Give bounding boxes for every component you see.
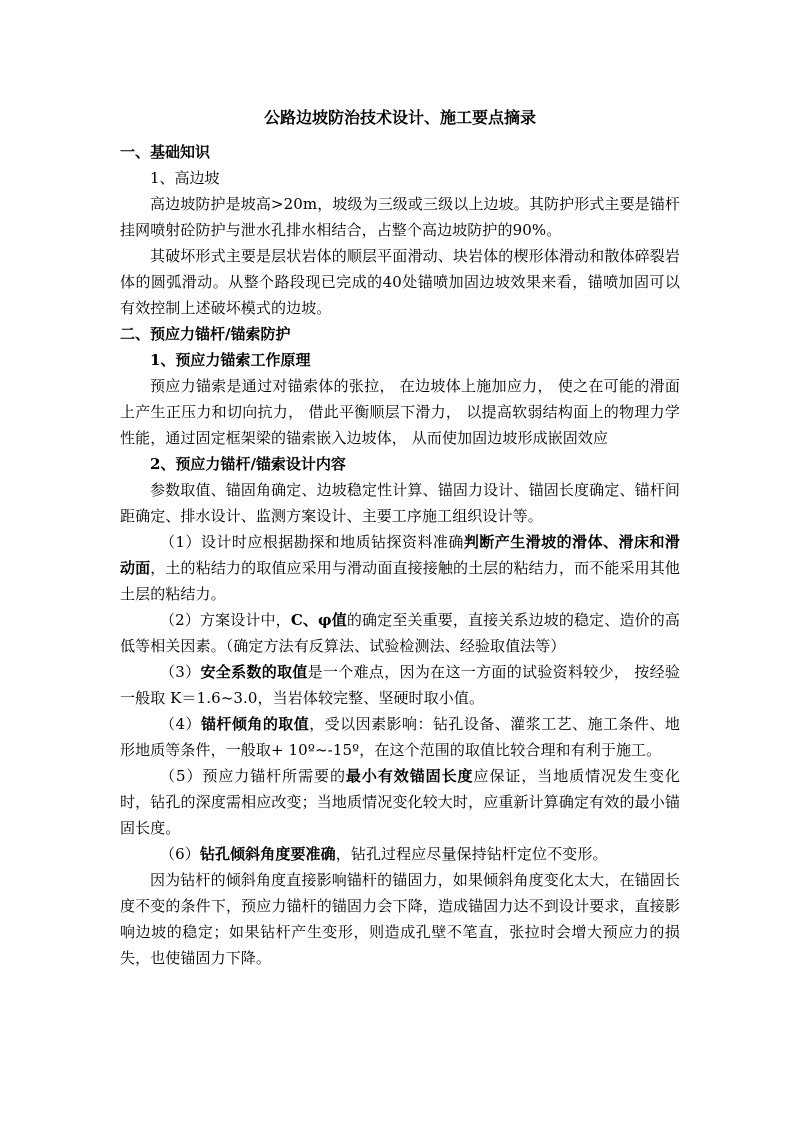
design-item-5: [120, 763, 680, 841]
design-item-4: [120, 711, 680, 763]
design-item-2-text: （2）方案设计中，: [160, 611, 291, 629]
design-item-5-rest: 应保证，当地质情况发生变化时，钻孔的深度需相应改变；当地质情况变化较大时，应重新计算确定有效的最小锚固长度。: [120, 767, 680, 837]
subheading-design-content: 2、预应力锚杆/锚索设计内容: [150, 455, 346, 473]
paragraph-working-principle: 预应力锚索是通过对锚索体的张拉， 在边坡体上施加应力， 使之在可能的滑面上产生正压力和切向抗力， 借此平衡顺层下滑力， 以提高软弱结构面上的物理力学性能，通过固定框架梁的锚索嵌入边坡体， 从而使加固边坡形成嵌固效应: [120, 377, 680, 447]
design-item-6-emphasis: 钻孔倾斜角度要准确: [199, 845, 336, 863]
design-item-6: [120, 841, 680, 867]
design-item-1: [120, 529, 680, 607]
design-item-5-emphasis: 最小有效锚固长度: [345, 767, 474, 785]
document-title: 公路边坡防治技术设计、施工要点摘录: [263, 108, 536, 127]
design-item-1-rest: ，土的粘结力的取值应采用与滑动面直接接触的土层的粘结力，而不能采用其他土层的粘结力。: [120, 559, 680, 603]
paragraph-drilling-angle-effect: 因为钻杆的倾斜角度直接影响锚杆的锚固力，如果倾斜角度变化太大，在锚固长度不变的条件下，预应力锚杆的锚固力会下降，造成锚固力达不到设计要求，直接影响边坡的稳定；如果钻杆产生变形，则造成孔壁不笔直，张拉时会增大预应力的损失，也使锚固力下降。: [120, 871, 680, 967]
document-page: [120, 103, 680, 971]
subheading-high-slope: 1、高边坡: [150, 169, 220, 187]
design-item-2-emphasis: C、φ值: [290, 611, 347, 629]
design-item-3-rest: 是一个难点，因为在这一方面的试验资料较少， 按经验一般取 K＝1.6~3.0，当岩体较完整、坚硬时取小值。: [120, 663, 681, 707]
paragraph-failure-modes: 其破坏形式主要是层状岩体的顺层平面滑动、块岩体的楔形体滑动和散体碎裂岩体的圆弧滑动。从整个路段现已完成的40处锚喷加固边坡效果来看，锚喷加固可以有效控制上述破坏模式的边坡。: [120, 247, 680, 317]
section-heading-basics: 一、基础知识: [120, 143, 211, 161]
design-item-3: [120, 659, 680, 711]
design-item-4-text: （4）: [160, 715, 201, 733]
design-item-6-rest: ，钻孔过程应尽量保持钻杆定位不变形。: [335, 845, 608, 863]
design-item-6-text: （6）: [160, 845, 200, 863]
paragraph-high-slope-protection: 高边坡防护是坡高>20m，坡级为三级或三级以上边坡。其防护形式主要是锚杆挂网喷射砼防护与泄水孔排水相结合，占整个高边坡防护的90%。: [120, 195, 680, 239]
section-heading-prestressed-anchor: 二、预应力锚杆/锚索防护: [120, 325, 291, 343]
subheading-working-principle: 1、预应力锚索工作原理: [150, 351, 311, 369]
design-item-3-emphasis: 安全系数的取值: [200, 663, 308, 681]
design-item-4-rest: ，受以因素影响：钻孔设备、灌浆工艺、施工条件、地形地质等条件，一般取+ 10º~-15º，在这个范围的取值比较合理和有利于施工。: [120, 715, 681, 759]
design-item-1-emphasis: 判断产生滑坡的滑体、滑床和滑动面: [120, 533, 681, 577]
design-item-2: [120, 607, 680, 659]
paragraph-design-content: 参数取值、锚固角确定、边坡稳定性计算、锚固力设计、锚固长度确定、锚杆间距确定、排水设计、监测方案设计、主要工序施工组织设计等。: [120, 481, 680, 525]
design-item-1-text: （1）设计时应根据勘探和地质钻探资料准确: [160, 533, 464, 551]
design-item-4-emphasis: 锚杆倾角的取值: [200, 715, 310, 733]
design-item-3-text: （3）: [160, 663, 201, 681]
design-item-5-text: （5）预应力锚杆所需要的: [160, 767, 346, 785]
design-item-2-rest: 的确定至关重要，直接关系边坡的稳定、造价的高低等相关因素。（确定方法有反算法、试验检测法、经验取值法等）: [120, 611, 680, 655]
